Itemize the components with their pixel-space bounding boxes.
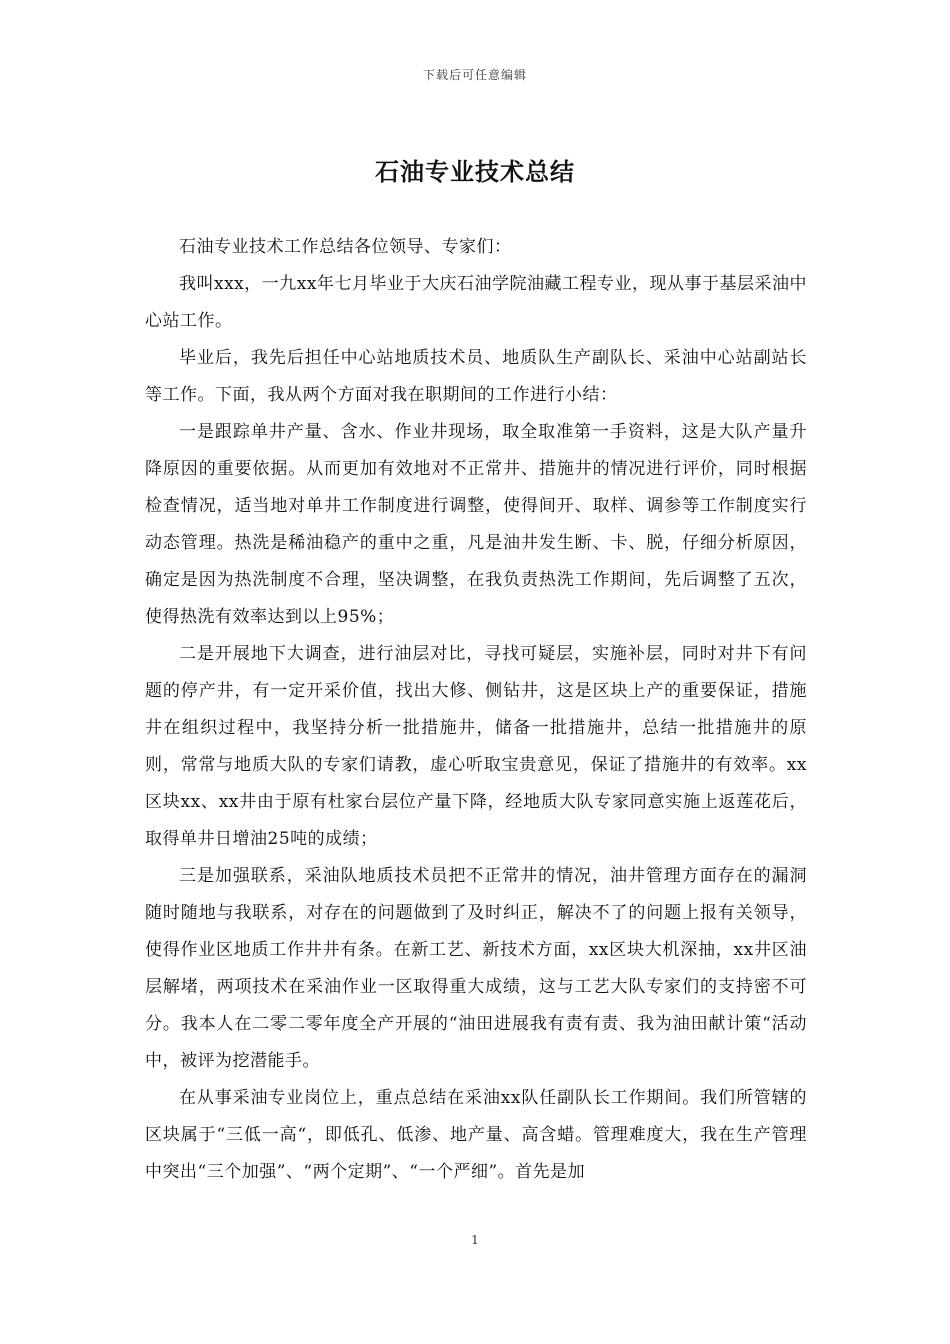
document-title: 石油专业技术总结 [375, 157, 575, 186]
document-body [145, 229, 807, 1191]
paragraph: 一是跟踪单井产量、含水、作业井现场，取全取准第一手资料，这是大队产量升降原因的重要依据。从而更加有效地对不正常井、措施井的情况进行评价，同时根据检查情况，适当地对单井工作制度进行调整，使得间开、取样、调参等工作制度实行动态管理。热洗是稀油稳产的重中之重，凡是油井发生断、卡、脱，仔细分析原因，确定是因为热洗制度不合理，坚决调整，在我负责热洗工作期间，先后调整了五次，使得热洗有效率达到以上95%； [145, 422, 807, 627]
page-number: 1 [471, 1233, 479, 1247]
paragraph: 二是开展地下大调查，进行油层对比，寻找可疑层，实施补层，同时对井下有问题的停产井，有一定开采价值，找出大修、侧钻井，这是区块上产的重要保证，措施井在组织过程中，我坚持分析一批措施井，储备一批措施井，总结一批措施井的原则，常常与地质大队的专家们请教，虚心听取宝贵意见，保证了措施井的有效率。xx区块xx、xx井由于原有杜家台层位产量下降，经地质大队专家同意实施上返莲花后，取得单井日增油25吨的成绩； [145, 644, 807, 849]
header-note: 下载后可任意编辑 [422, 68, 527, 82]
paragraph: 石油专业技术工作总结各位领导、专家们： [179, 237, 512, 257]
paragraph: 三是加强联系，采油队地质技术员把不正常井的情况，油井管理方面存在的漏洞随时随地与我联系，对存在的问题做到了及时纠正，解决不了的问题上报有关领导，使得作业区地质工作井井有条。在新工艺、新技术方面，xx区块大机深抽，xx井区油层解堵，两项技术在采油作业一区取得重大成绩，这与工艺大队专家们的支持密不可分。我本人在二零二零年度全产开展的“油田进展我有责有责、我为油田献计策“活动中，被评为挖潜能手。 [145, 866, 807, 1071]
paragraph: 在从事采油专业岗位上，重点总结在采油xx队任副队长工作期间。我们所管辖的区块属于“三低一高“，即低孔、低渗、地产量、高含蜡。管理难度大，我在生产管理中突出“三个加强”、“两个定期”、“一个严细”。首先是加 [145, 1088, 807, 1182]
paragraph: 毕业后，我先后担任中心站地质技术员、地质队生产副队长、采油中心站副站长等工作。下面，我从两个方面对我在职期间的工作进行小结： [145, 348, 807, 405]
paragraph: 我叫xxx，一九xx年七月毕业于大庆石油学院油藏工程专业，现从事于基层采油中心站工作。 [145, 274, 807, 331]
